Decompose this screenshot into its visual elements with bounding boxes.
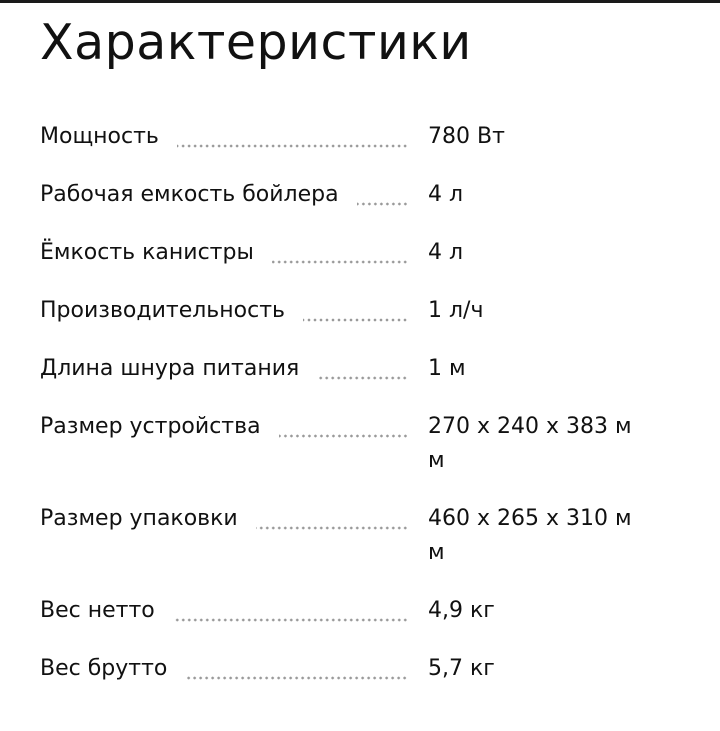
spec-name: Рабочая емкость бойлера — [40, 182, 339, 207]
spec-name: Ёмкость канистры — [40, 240, 254, 265]
spec-row-performance — [40, 294, 680, 352]
page-title: Характеристики — [40, 14, 472, 71]
spec-row-package-size — [40, 502, 680, 594]
spec-name-cell — [40, 502, 428, 536]
spec-value: 270 x 240 x 383 мм — [428, 414, 632, 473]
spec-value: 4 л — [428, 240, 464, 265]
dotted-leader — [317, 374, 408, 382]
spec-name-cell — [40, 352, 428, 386]
spec-row-cord-length — [40, 352, 680, 410]
spec-name: Вес брутто — [40, 656, 168, 681]
spec-name: Размер упаковки — [40, 506, 238, 531]
spec-name-cell — [40, 594, 428, 628]
spec-value: 4 л — [428, 182, 464, 207]
spec-row-device-size — [40, 410, 680, 502]
dotted-leader — [272, 258, 408, 266]
spec-name-cell — [40, 294, 428, 328]
spec-value: 1 м — [428, 356, 466, 381]
spec-name: Размер устройства — [40, 414, 261, 439]
dotted-leader — [177, 142, 408, 150]
spec-row-boiler-capacity — [40, 178, 680, 236]
specs-list — [40, 120, 680, 710]
dotted-leader — [173, 616, 408, 624]
spec-name: Производительность — [40, 298, 285, 323]
dotted-leader — [279, 432, 408, 440]
spec-value: 460 x 265 x 310 мм — [428, 506, 632, 565]
spec-name-cell — [40, 120, 428, 154]
dotted-leader — [357, 200, 408, 208]
spec-name-cell — [40, 178, 428, 212]
spec-value: 780 Вт — [428, 124, 505, 149]
spec-row-power — [40, 120, 680, 178]
dotted-leader — [185, 674, 408, 682]
spec-value: 1 л/ч — [428, 298, 484, 323]
spec-row-gross-weight — [40, 652, 680, 710]
spec-name: Вес нетто — [40, 598, 155, 623]
spec-name: Длина шнура питания — [40, 356, 300, 381]
dotted-leader — [256, 524, 408, 532]
spec-name-cell — [40, 652, 428, 686]
spec-value: 5,7 кг — [428, 656, 495, 681]
spec-value: 4,9 кг — [428, 598, 495, 623]
spec-name-cell — [40, 410, 428, 444]
top-border — [0, 0, 720, 3]
spec-row-canister-capacity — [40, 236, 680, 294]
spec-row-net-weight — [40, 594, 680, 652]
spec-name-cell — [40, 236, 428, 270]
spec-name: Мощность — [40, 124, 159, 149]
dotted-leader — [303, 316, 408, 324]
